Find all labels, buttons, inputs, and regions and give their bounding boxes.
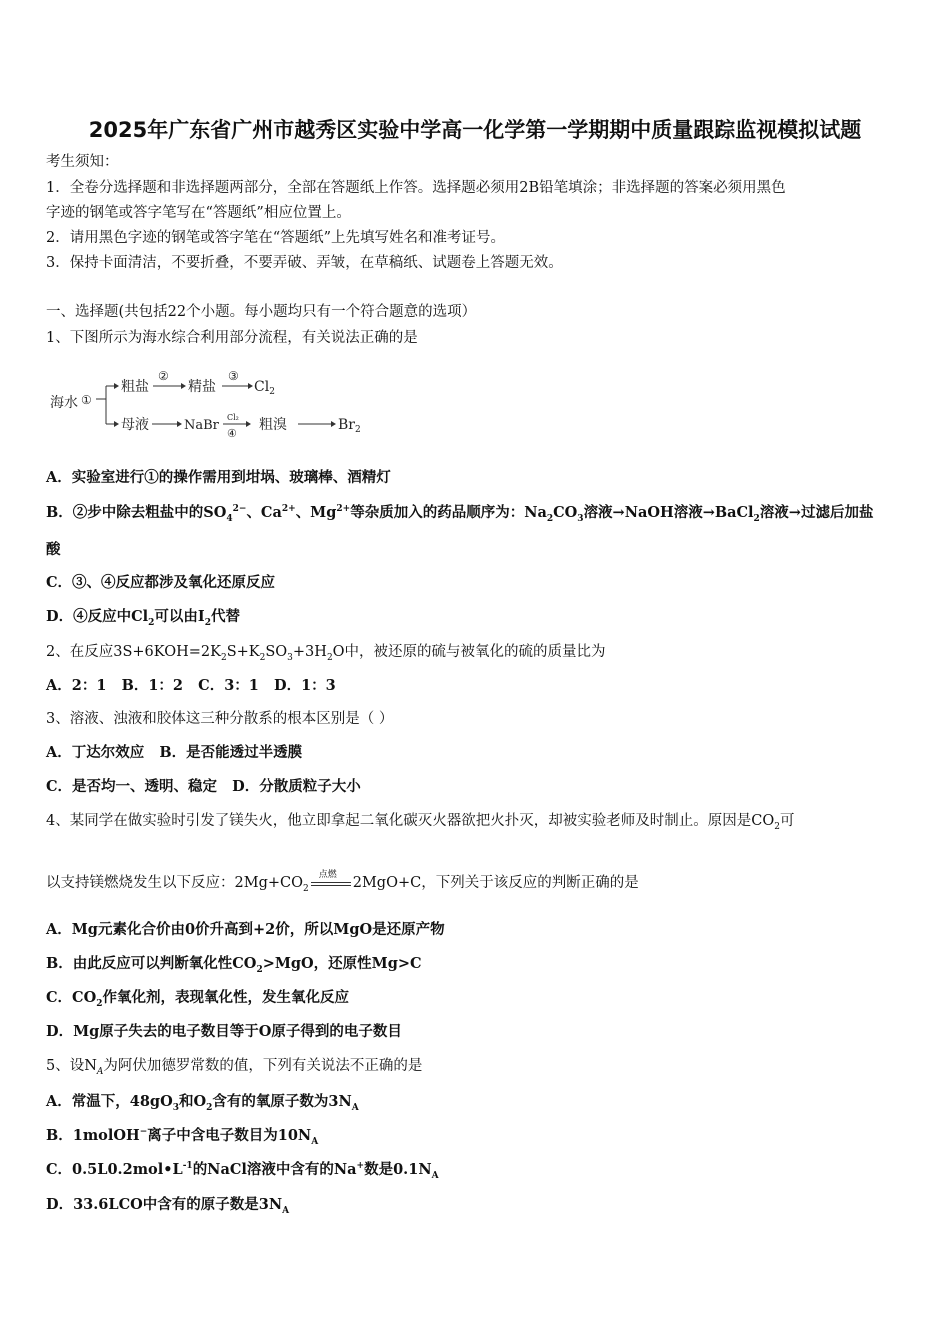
step4-cond-label: Cl₂ — [227, 413, 239, 422]
q5-option-a: A．常温下，$48gO_3$和$O_2$含有的氧原子数为$3N_A$ — [46, 1093, 359, 1113]
notice-item-2: 2．请用黑色字迹的钢笔或答字笔在“答题纸”上先填写姓名和准考证号。 — [46, 230, 506, 246]
q3-stem: 3、溶液、浊液和胶体这三种分散系的根本区别是（ ） — [46, 711, 394, 727]
br2-label: $Br_2$ — [338, 417, 361, 435]
q5-option-d: D．33.6LCO中含有的原子数是$3N_A$ — [46, 1196, 290, 1216]
notice-item-1b: 字迹的钢笔或答字笔写在“答题纸”相应位置上。 — [46, 205, 351, 221]
mother-liquor-label: 母液 — [121, 417, 149, 433]
crude-bromine-label: 粗溴 — [259, 417, 287, 433]
q1-option-a: A．实验室进行①的操作需用到坩埚、玻璃棒、酒精灯 — [46, 469, 391, 486]
notice-item-1a: 1．全卷分选择题和非选择题两部分，全部在答题纸上作答。选择题必须用2B铅笔填涂；非选择题的答案必须用黑色 — [46, 180, 786, 196]
q3-options-cd: C．是否均一、透明、稳定 D．分散质粒子大小 — [46, 778, 361, 795]
section-heading: 一、选择题(共包括22个小题。每小题均只有一个符合题意的选项） — [46, 304, 477, 320]
q1-option-b-cont: 酸 — [46, 541, 61, 558]
q1-option-c: C．③、④反应都涉及氧化还原反应 — [46, 574, 276, 591]
cl2-label: $Cl_2$ — [254, 379, 275, 397]
q2-stem: 2、在反应$3S+6KOH=2K_2S+K_2SO_3+3H_2O$中，被还原的硫与被氧化的硫的质量比为 — [46, 644, 606, 663]
fine-salt-label: 精盐 — [188, 379, 216, 395]
step3-label: ③ — [228, 369, 239, 383]
q1-stem: 1、下图所示为海水综合利用部分流程，有关说法正确的是 — [46, 330, 418, 346]
step4-label: ④ — [227, 427, 237, 440]
q4-option-c: C．$CO_2$作氧化剂，表现氧化性，发生氧化反应 — [46, 989, 349, 1009]
notice-heading: 考生须知： — [46, 154, 119, 170]
q1-option-d: D．④反应中$Cl_2$可以由$I_2$代替 — [46, 608, 240, 628]
seawater-flow-diagram — [46, 364, 386, 442]
q5-stem: 5、设$N_A$为阿伏加德罗常数的值，下列有关说法不正确的是 — [46, 1058, 423, 1077]
page-title: 2025年广东省广州市越秀区实验中学高一化学第一学期期中质量跟踪监视模拟试题 — [88, 118, 862, 142]
crude-salt-label: 粗盐 — [121, 379, 149, 395]
q1-option-b: B．②步中除去粗盐中的$SO_4^{2-}$、$Ca^{2+}$、$Mg^{2+}$等杂质加入的药品顺序为：$Na_2CO_3$溶液→NaOH溶液→BaCl$_2$溶液→过滤后加盐 — [46, 504, 874, 524]
notice-item-3: 3．保持卡面清洁，不要折叠，不要弄破、弄皱，在草稿纸、试题卷上答题无效。 — [46, 255, 563, 271]
nabr-label: NaBr — [184, 418, 219, 433]
q4-option-a: A．Mg元素化合价由0价升高到+2价，所以MgO是还原产物 — [46, 921, 445, 938]
q4-stem-2: 以支持镁燃烧发生以下反应：$2Mg+CO_2$ 点燃 2MgO+C，下列关于该反应的判断正确的是 — [46, 870, 639, 894]
q3-options-ab: A．丁达尔效应 B．是否能透过半透膜 — [46, 744, 303, 761]
q5-option-b: B．1molOH−离子中含电子数目为$10N_A$ — [46, 1127, 319, 1147]
step1-label: ① — [81, 393, 92, 407]
q4-stem-1: 4、某同学在做实验时引发了镁失火，他立即拿起二氧化碳灭火器欲把火扑灭，却被实验老师及时制止。原因是$CO_2$可 — [46, 813, 795, 832]
q2-options: A．2：1 B．1：2 C．3：1 D．1：3 — [46, 677, 336, 694]
q5-option-c: C．$0.5L0.2mol•L^{-1}$的NaCl溶液中含有的Na+数是$0.1N_A$ — [46, 1161, 439, 1181]
q4-option-d: D．Mg原子失去的电子数目等于O原子得到的电子数目 — [46, 1023, 402, 1040]
q4-option-b: B．由此反应可以判断氧化性$CO_2>MgO$，还原性Mg>C — [46, 955, 422, 975]
sea-label: 海水 — [50, 395, 78, 411]
ignite-condition: 点燃 — [309, 876, 353, 890]
step2-label: ② — [158, 369, 169, 383]
